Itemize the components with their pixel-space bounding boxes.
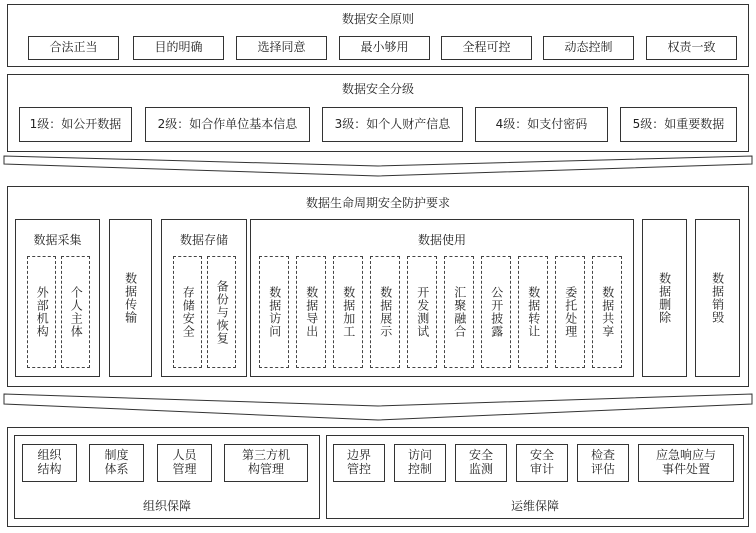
level-box: 3级：如个人财产信息 bbox=[322, 107, 463, 142]
principle-box: 合法正当 bbox=[28, 36, 119, 60]
usage-item: 数据加工 bbox=[333, 256, 363, 368]
level-box: 5级：如重要数据 bbox=[620, 107, 737, 142]
ops-support-title: 运维保障 bbox=[510, 499, 559, 513]
classification-title: 数据安全分级 bbox=[341, 82, 414, 96]
usage-item: 汇聚融合 bbox=[444, 256, 474, 368]
level-box: 4级：如支付密码 bbox=[475, 107, 608, 142]
lifecycle-section bbox=[7, 186, 749, 387]
principle-box: 最小够用 bbox=[339, 36, 430, 60]
level-box: 2级：如合作单位基本信息 bbox=[145, 107, 310, 142]
lifecycle-title: 数据生命周期安全防护要求 bbox=[305, 196, 450, 210]
org-item: 制度 体系 bbox=[89, 444, 144, 482]
storage-item: 备份与恢复 bbox=[207, 256, 236, 368]
classification-section bbox=[7, 74, 749, 152]
usage-item: 数据转让 bbox=[518, 256, 548, 368]
storage-group bbox=[161, 219, 247, 377]
org-item: 组织 结构 bbox=[22, 444, 77, 482]
usage-item: 数据访问 bbox=[259, 256, 289, 368]
usage-group bbox=[250, 219, 634, 377]
principles-title: 数据安全原则 bbox=[341, 12, 414, 26]
storage-item: 存储安全 bbox=[173, 256, 202, 368]
ops-item: 边界 管控 bbox=[333, 444, 385, 482]
usage-item: 数据展示 bbox=[370, 256, 400, 368]
usage-item: 开发测试 bbox=[407, 256, 437, 368]
ops-item: 检查 评估 bbox=[577, 444, 629, 482]
principle-box: 目的明确 bbox=[133, 36, 224, 60]
principle-box: 选择同意 bbox=[236, 36, 327, 60]
deletion-box: 数据删除 bbox=[642, 219, 687, 377]
principles-section bbox=[7, 4, 749, 67]
down-chevron-arrow bbox=[0, 152, 756, 180]
storage-title: 数据存储 bbox=[179, 233, 228, 247]
level-box: 1级：如公开数据 bbox=[19, 107, 132, 142]
ops-item: 应急响应与 事件处置 bbox=[638, 444, 734, 482]
transmission-box: 数据传输 bbox=[109, 219, 152, 377]
org-item: 第三方机 构管理 bbox=[224, 444, 308, 482]
destruction-box: 数据销毁 bbox=[695, 219, 740, 377]
usage-item: 数据导出 bbox=[296, 256, 326, 368]
usage-item: 委托处理 bbox=[555, 256, 585, 368]
principle-box: 权责一致 bbox=[646, 36, 737, 60]
ops-item: 安全 审计 bbox=[516, 444, 568, 482]
ops-item: 安全 监测 bbox=[455, 444, 507, 482]
collection-title: 数据采集 bbox=[33, 233, 82, 247]
ops-item: 访问 控制 bbox=[394, 444, 446, 482]
principle-box: 动态控制 bbox=[543, 36, 634, 60]
down-chevron-arrow bbox=[0, 390, 756, 424]
org-support-group bbox=[14, 435, 320, 519]
collection-group bbox=[15, 219, 100, 377]
org-item: 人员 管理 bbox=[157, 444, 212, 482]
usage-item: 公开披露 bbox=[481, 256, 511, 368]
support-section bbox=[7, 427, 749, 527]
usage-item: 数据共享 bbox=[592, 256, 622, 368]
collection-item: 外部机构 bbox=[27, 256, 56, 368]
collection-item: 个人主体 bbox=[61, 256, 90, 368]
org-support-title: 组织保障 bbox=[142, 499, 191, 513]
ops-support-group bbox=[326, 435, 744, 519]
usage-title: 数据使用 bbox=[417, 233, 466, 247]
principle-box: 全程可控 bbox=[441, 36, 532, 60]
